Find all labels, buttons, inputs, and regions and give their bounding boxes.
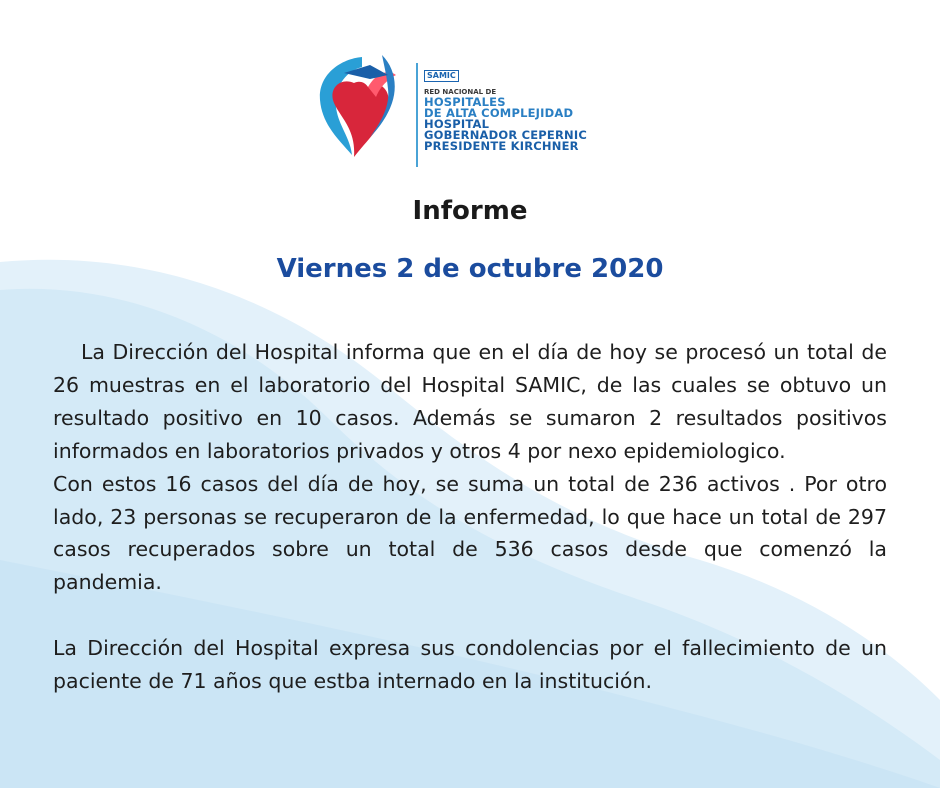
paragraph-2: Con estos 16 casos del día de hoy, se suma un total de 236 activos . Por otro lado, 23 personas se recuperaron de la enfermedad, lo que hace un total de 297 casos recuperados sobre un total de 536 casos desde que comenzó la pandemia. bbox=[53, 471, 887, 595]
paragraph-3: La Dirección del Hospital expresa sus condolencias por el fallecimiento de un paciente de 71 años que estba internado en la institución. bbox=[53, 636, 887, 694]
network-label: RED NACIONAL DE bbox=[424, 88, 497, 96]
logo-text bbox=[424, 63, 634, 152]
paragraph-spacer bbox=[53, 599, 887, 632]
org-line-3: HOSPITAL bbox=[424, 117, 490, 131]
org-line-2: DE ALTA COMPLEJIDAD bbox=[424, 106, 574, 120]
logo-divider bbox=[416, 63, 418, 167]
org-line-4: GOBERNADOR CEPERNIC bbox=[424, 128, 587, 142]
heart-logo-icon bbox=[310, 45, 410, 165]
samic-badge: SAMIC bbox=[424, 70, 459, 82]
paragraph-1: La Dirección del Hospital informa que en el día de hoy se procesó un total de 26 muestras en el laboratorio del Hospital SAMIC, de las cuales se obtuvo un resultado positivo en 10 casos. Además se sumaron 2 resultados positivos informados en laboratorios privados y otros 4 por nexo epidemiologico. bbox=[53, 340, 887, 463]
page-title: Informe bbox=[412, 196, 528, 226]
org-line-5: PRESIDENTE KIRCHNER bbox=[424, 139, 579, 153]
org-line-1: HOSPITALES bbox=[424, 95, 506, 109]
report-date: Viernes 2 de octubre 2020 bbox=[276, 254, 664, 284]
report-body bbox=[53, 336, 887, 698]
hospital-logo bbox=[310, 45, 640, 175]
